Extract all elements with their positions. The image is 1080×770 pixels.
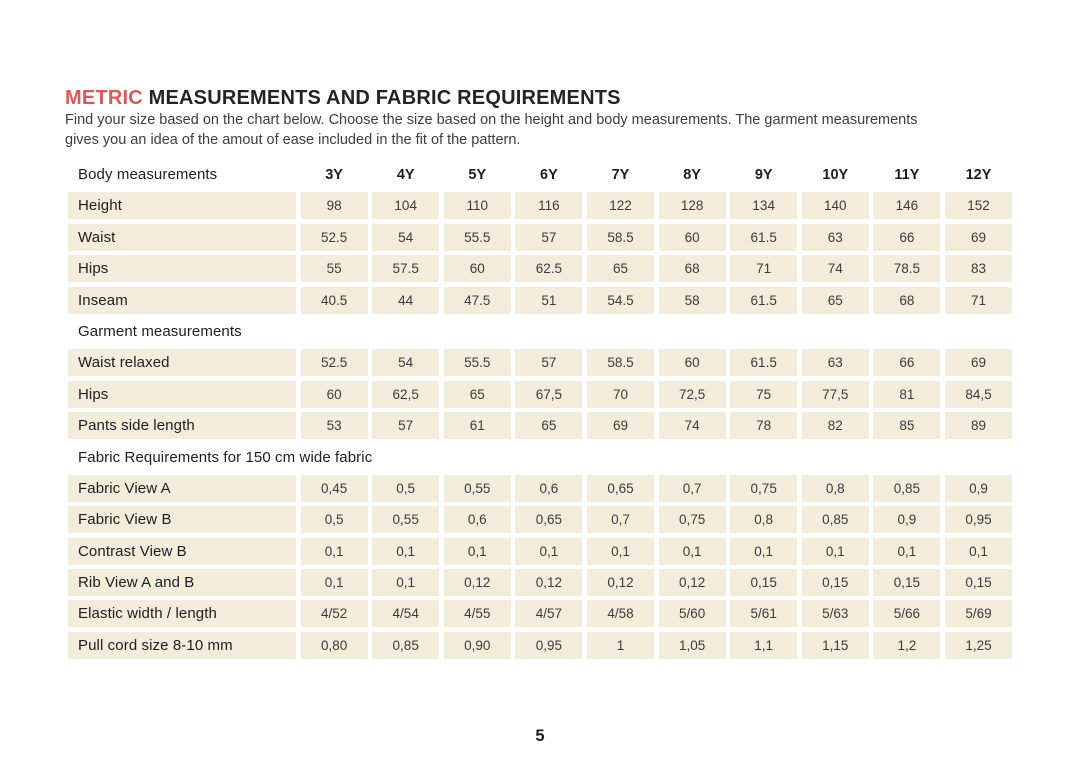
value-cell: 55.5 xyxy=(444,224,511,251)
value-cell: 57 xyxy=(515,224,582,251)
value-cell: 0,95 xyxy=(515,632,582,659)
value-cell: 0,6 xyxy=(444,506,511,533)
value-cell: 5/61 xyxy=(730,600,797,627)
value-cell: 5/60 xyxy=(659,600,726,627)
value-cell: 140 xyxy=(802,192,869,219)
value-cell: 0,80 xyxy=(301,632,368,659)
value-cell: 0,65 xyxy=(515,506,582,533)
value-cell: 1 xyxy=(587,632,654,659)
value-cell: 4/57 xyxy=(515,600,582,627)
value-cell: 4/58 xyxy=(587,600,654,627)
value-cell: 5/66 xyxy=(873,600,940,627)
row-label: Elastic width / length xyxy=(68,600,296,627)
value-cell: 70 xyxy=(587,381,654,408)
value-cell: 55 xyxy=(301,255,368,282)
value-cell: 61.5 xyxy=(730,287,797,314)
value-cell: 83 xyxy=(945,255,1012,282)
value-cell: 58 xyxy=(659,287,726,314)
blank-cell xyxy=(444,444,511,471)
value-cell: 60 xyxy=(444,255,511,282)
value-cell: 75 xyxy=(730,381,797,408)
section-header: Body measurements xyxy=(78,166,218,183)
blank-cell xyxy=(730,444,797,471)
value-cell: 57 xyxy=(372,412,439,439)
blank-cell xyxy=(587,318,654,345)
value-cell: 5/63 xyxy=(802,600,869,627)
value-cell: 0,6 xyxy=(515,475,582,502)
value-cell: 134 xyxy=(730,192,797,219)
value-cell: 0,55 xyxy=(444,475,511,502)
row-label: Contrast View B xyxy=(68,538,296,565)
intro-line-2: gives you an idea of the amout of ease included in the fit of the pattern. xyxy=(65,131,521,148)
value-cell: 0,12 xyxy=(659,569,726,596)
blank-cell xyxy=(372,318,439,345)
value-cell: 0,95 xyxy=(945,506,1012,533)
page-title xyxy=(65,87,621,110)
value-cell: 0,12 xyxy=(515,569,582,596)
value-cell: 1,2 xyxy=(873,632,940,659)
value-cell: 57.5 xyxy=(372,255,439,282)
page-title-rest: MEASUREMENTS AND FABRIC REQUIREMENTS xyxy=(142,87,621,109)
intro-text xyxy=(65,111,1015,150)
value-cell: 71 xyxy=(945,287,1012,314)
value-cell: 62.5 xyxy=(515,255,582,282)
row-label: Rib View A and B xyxy=(68,569,296,596)
blank-cell xyxy=(873,444,940,471)
value-cell: 0,1 xyxy=(372,538,439,565)
value-cell: 98 xyxy=(301,192,368,219)
value-cell: 82 xyxy=(802,412,869,439)
row-label: Hips xyxy=(68,255,296,282)
value-cell: 67,5 xyxy=(515,381,582,408)
value-cell: 0,85 xyxy=(372,632,439,659)
blank-cell xyxy=(301,318,368,345)
value-cell: 61.5 xyxy=(730,349,797,376)
value-cell: 0,15 xyxy=(945,569,1012,596)
value-cell: 116 xyxy=(515,192,582,219)
value-cell: 65 xyxy=(444,381,511,408)
value-cell: 51 xyxy=(515,287,582,314)
value-cell: 81 xyxy=(873,381,940,408)
value-cell: 66 xyxy=(873,349,940,376)
value-cell: 1,25 xyxy=(945,632,1012,659)
value-cell: 65 xyxy=(587,255,654,282)
value-cell: 55.5 xyxy=(444,349,511,376)
value-cell: 0,1 xyxy=(802,538,869,565)
value-cell: 1,1 xyxy=(730,632,797,659)
value-cell: 89 xyxy=(945,412,1012,439)
value-cell: 54 xyxy=(372,349,439,376)
row-label: Pants side length xyxy=(68,412,296,439)
value-cell: 0,9 xyxy=(945,475,1012,502)
value-cell: 0,1 xyxy=(659,538,726,565)
value-cell: 68 xyxy=(873,287,940,314)
value-cell: 122 xyxy=(587,192,654,219)
measurements-table xyxy=(68,161,1012,659)
value-cell: 60 xyxy=(301,381,368,408)
value-cell: 128 xyxy=(659,192,726,219)
value-cell: 0,7 xyxy=(587,506,654,533)
value-cell: 0,45 xyxy=(301,475,368,502)
row-label: Height xyxy=(68,192,296,219)
section-header: Garment measurements xyxy=(78,322,242,340)
row-label: Fabric View B xyxy=(68,506,296,533)
blank-cell xyxy=(802,318,869,345)
value-cell: 78 xyxy=(730,412,797,439)
value-cell: 0,15 xyxy=(730,569,797,596)
value-cell: 0,1 xyxy=(444,538,511,565)
value-cell: 0,1 xyxy=(301,538,368,565)
value-cell: 74 xyxy=(659,412,726,439)
value-cell: 62,5 xyxy=(372,381,439,408)
value-cell: 40.5 xyxy=(301,287,368,314)
value-cell: 63 xyxy=(802,224,869,251)
value-cell: 0,15 xyxy=(873,569,940,596)
value-cell: 61.5 xyxy=(730,224,797,251)
value-cell: 4/55 xyxy=(444,600,511,627)
size-column-header: 12Y xyxy=(965,166,992,183)
blank-cell xyxy=(802,444,869,471)
size-column-header: 6Y xyxy=(540,166,558,183)
blank-cell xyxy=(659,318,726,345)
value-cell: 0,1 xyxy=(372,569,439,596)
value-cell: 71 xyxy=(730,255,797,282)
value-cell: 84,5 xyxy=(945,381,1012,408)
page-title-accent: METRIC xyxy=(65,87,143,109)
value-cell: 0,90 xyxy=(444,632,511,659)
row-label: Fabric View A xyxy=(68,475,296,502)
row-label: Pull cord size 8-10 mm xyxy=(68,632,296,659)
value-cell: 44 xyxy=(372,287,439,314)
blank-cell xyxy=(372,444,439,471)
blank-cell xyxy=(587,444,654,471)
value-cell: 65 xyxy=(515,412,582,439)
blank-cell xyxy=(301,444,368,471)
value-cell: 152 xyxy=(945,192,1012,219)
value-cell: 58.5 xyxy=(587,349,654,376)
value-cell: 0,12 xyxy=(444,569,511,596)
value-cell: 0,85 xyxy=(873,475,940,502)
value-cell: 85 xyxy=(873,412,940,439)
value-cell: 0,85 xyxy=(802,506,869,533)
value-cell: 54.5 xyxy=(587,287,654,314)
size-column-header: 8Y xyxy=(683,166,701,183)
size-column-header: 5Y xyxy=(468,166,487,183)
value-cell: 0,15 xyxy=(802,569,869,596)
size-column-header: 3Y xyxy=(325,166,343,183)
value-cell: 5/69 xyxy=(945,600,1012,627)
value-cell: 61 xyxy=(444,412,511,439)
value-cell: 0,75 xyxy=(659,506,726,533)
size-column-header: 10Y xyxy=(822,166,849,183)
value-cell: 66 xyxy=(873,224,940,251)
value-cell: 0,5 xyxy=(301,506,368,533)
value-cell: 74 xyxy=(802,255,869,282)
value-cell: 1,15 xyxy=(802,632,869,659)
value-cell: 63 xyxy=(802,349,869,376)
value-cell: 69 xyxy=(945,224,1012,251)
size-column-header: 11Y xyxy=(894,166,920,183)
value-cell: 146 xyxy=(873,192,940,219)
row-label: Waist relaxed xyxy=(68,349,296,376)
value-cell: 0,12 xyxy=(587,569,654,596)
value-cell: 78.5 xyxy=(873,255,940,282)
value-cell: 60 xyxy=(659,349,726,376)
value-cell: 0,8 xyxy=(802,475,869,502)
value-cell: 0,75 xyxy=(730,475,797,502)
value-cell: 0,1 xyxy=(945,538,1012,565)
row-label: Inseam xyxy=(68,287,296,314)
page-number: 5 xyxy=(535,727,545,745)
value-cell: 0,55 xyxy=(372,506,439,533)
blank-cell xyxy=(873,318,940,345)
value-cell: 52.5 xyxy=(301,349,368,376)
section-header: Fabric Requirements for 150 cm wide fabric xyxy=(78,448,373,466)
value-cell: 0,8 xyxy=(730,506,797,533)
size-column-header: 9Y xyxy=(754,166,773,183)
value-cell: 57 xyxy=(515,349,582,376)
blank-cell xyxy=(515,318,582,345)
blank-cell xyxy=(945,444,1012,471)
value-cell: 69 xyxy=(587,412,654,439)
value-cell: 0,1 xyxy=(301,569,368,596)
blank-cell xyxy=(659,444,726,471)
value-cell: 104 xyxy=(372,192,439,219)
blank-cell xyxy=(730,318,797,345)
value-cell: 69 xyxy=(945,349,1012,376)
value-cell: 53 xyxy=(301,412,368,439)
value-cell: 47.5 xyxy=(444,287,511,314)
value-cell: 1,05 xyxy=(659,632,726,659)
row-label: Hips xyxy=(68,381,296,408)
value-cell: 4/52 xyxy=(301,600,368,627)
blank-cell xyxy=(945,318,1012,345)
value-cell: 54 xyxy=(372,224,439,251)
value-cell: 0,1 xyxy=(587,538,654,565)
value-cell: 0,1 xyxy=(515,538,582,565)
value-cell: 0,9 xyxy=(873,506,940,533)
value-cell: 60 xyxy=(659,224,726,251)
value-cell: 110 xyxy=(444,192,511,219)
value-cell: 0,7 xyxy=(659,475,726,502)
blank-cell xyxy=(444,318,511,345)
blank-cell xyxy=(515,444,582,471)
value-cell: 0,1 xyxy=(873,538,940,565)
value-cell: 4/54 xyxy=(372,600,439,627)
value-cell: 0,65 xyxy=(587,475,654,502)
value-cell: 65 xyxy=(802,287,869,314)
size-column-header: 7Y xyxy=(611,166,630,183)
value-cell: 0,5 xyxy=(372,475,439,502)
intro-line-1: Find your size based on the chart below. Choose the size based on the height and body measurements. The garment measurements xyxy=(65,112,918,128)
value-cell: 58.5 xyxy=(587,224,654,251)
value-cell: 72,5 xyxy=(659,381,726,408)
value-cell: 0,1 xyxy=(730,538,797,565)
value-cell: 52.5 xyxy=(301,224,368,251)
size-column-header: 4Y xyxy=(396,166,415,183)
row-label: Waist xyxy=(68,224,296,251)
value-cell: 77,5 xyxy=(802,381,869,408)
value-cell: 68 xyxy=(659,255,726,282)
